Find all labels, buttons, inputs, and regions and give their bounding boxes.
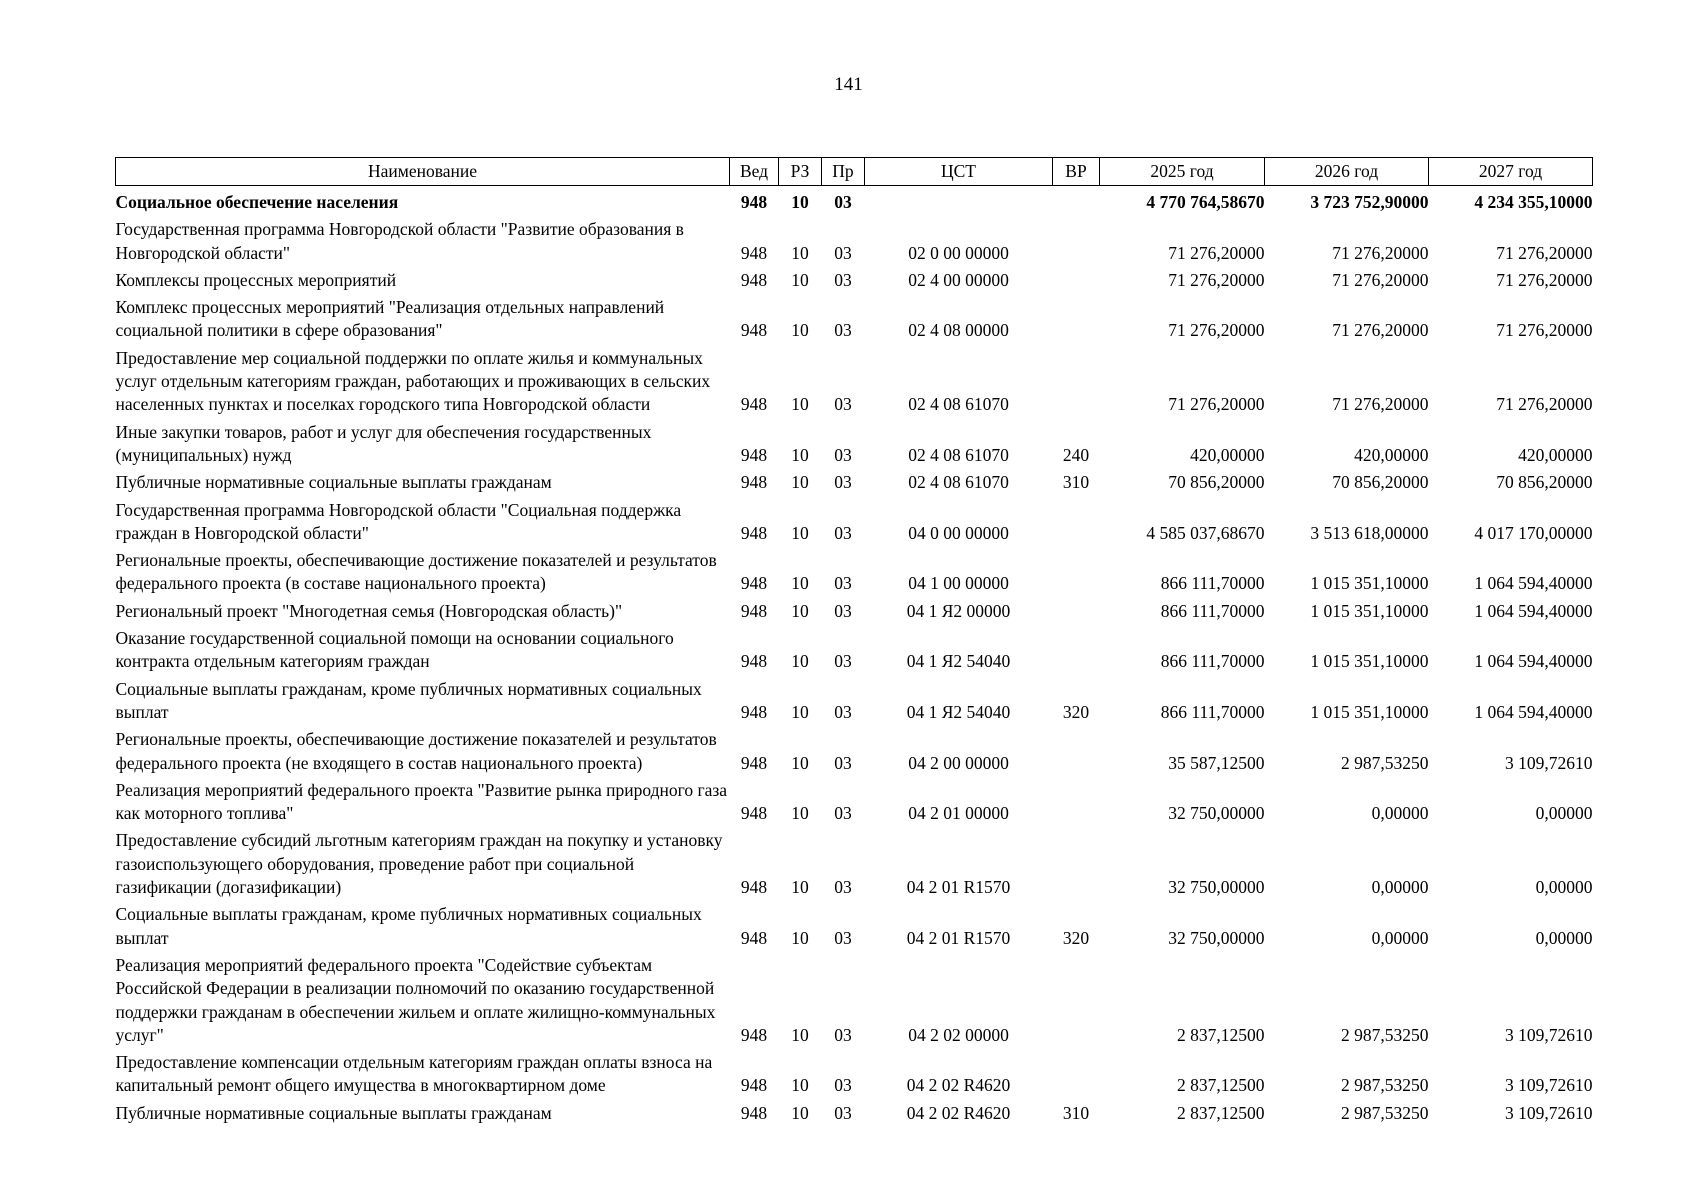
cell-2026: 1 015 351,10000: [1310, 573, 1429, 594]
cell-2027: 3 109,72610: [1505, 1102, 1593, 1123]
cell-name: Предоставление субсидий льготным категориям граждан на покупку и установку газоиспользующего оборудования, проведение работ при социальной газификации (догазификации): [115, 830, 723, 898]
cell-ved: 948: [740, 320, 768, 341]
cell-vr: [1053, 545, 1100, 596]
cell-2025: 32 750,00000: [1168, 877, 1265, 898]
cell-ved: 948: [740, 522, 768, 543]
budget-table: [115, 157, 1593, 1125]
cell-name: Публичные нормативные социальные выплаты гражданам: [115, 1102, 552, 1123]
cell-rz: 10: [791, 192, 809, 212]
table-row: [116, 1047, 1593, 1098]
table-row: [116, 775, 1593, 826]
cell-vr: 320: [1062, 701, 1090, 722]
page-number: 141: [834, 74, 863, 95]
cell-name: Комплекс процессных мероприятий "Реализация отдельных направлений социальной политики в сфере образования": [115, 297, 665, 341]
cell-cst: 02 4 08 00000: [908, 320, 1009, 341]
cell-2026: 3 513 618,00000: [1310, 522, 1429, 543]
cell-rz: 10: [791, 573, 809, 594]
cell-rz: 10: [791, 600, 809, 621]
cell-pr: 03: [834, 1075, 852, 1096]
cell-pr: 03: [834, 877, 852, 898]
table-row: [116, 899, 1593, 950]
cell-pr: 03: [834, 600, 852, 621]
cell-vr: [1053, 623, 1100, 674]
cell-2027: 1 064 594,40000: [1474, 573, 1593, 594]
cell-ved: 948: [740, 1075, 768, 1096]
header-cst: ЦСТ: [865, 158, 1053, 186]
cell-name: Предоставление мер социальной поддержки по оплате жилья и коммунальных услуг отдельным категориям граждан, работающих и проживающих в сельских населенных пунктах и поселках городского типа Новгородской области: [115, 347, 711, 415]
cell-2027: 3 109,72610: [1505, 752, 1593, 773]
cell-vr: [1053, 950, 1100, 1047]
header-ved: Вед: [730, 158, 779, 186]
table-row: [116, 343, 1593, 417]
cell-vr: 310: [1062, 472, 1090, 493]
cell-2026: 2 987,53250: [1341, 1075, 1429, 1096]
cell-ved: 948: [740, 1102, 768, 1123]
cell-cst: 04 2 02 R4620: [906, 1075, 1011, 1096]
cell-pr: 03: [834, 573, 852, 594]
cell-2026: 71 276,20000: [1332, 269, 1429, 290]
cell-cst: 04 2 02 R4620: [906, 1102, 1011, 1123]
cell-cst: 02 4 08 61070: [908, 472, 1009, 493]
cell-2027: 3 109,72610: [1505, 1024, 1593, 1045]
cell-cst: 02 0 00 00000: [908, 242, 1009, 263]
cell-2025: 866 111,70000: [1160, 600, 1265, 621]
cell-ved: 948: [740, 600, 768, 621]
header-2026: 2026 год: [1265, 158, 1429, 186]
table-row: [116, 825, 1593, 899]
cell-2026: 2 987,53250: [1341, 1102, 1429, 1123]
cell-ved: 948: [740, 573, 768, 594]
cell-ved: 948: [740, 192, 768, 212]
cell-name: Социальное обеспечение населения: [115, 192, 399, 212]
cell-cst: 04 1 Я2 54040: [906, 701, 1011, 722]
cell-2025: 2 837,12500: [1177, 1075, 1265, 1096]
cell-2025: 35 587,12500: [1168, 752, 1265, 773]
cell-2025: 71 276,20000: [1168, 242, 1265, 263]
cell-2026: 1 015 351,10000: [1310, 701, 1429, 722]
cell-vr: [1053, 775, 1100, 826]
cell-vr: 240: [1062, 444, 1090, 465]
cell-ved: 948: [740, 651, 768, 672]
cell-2027: 4 017 170,00000: [1474, 522, 1593, 543]
cell-rz: 10: [791, 877, 809, 898]
cell-2027: 1 064 594,40000: [1474, 600, 1593, 621]
cell-rz: 10: [791, 1024, 809, 1045]
cell-2025: 420,00000: [1190, 444, 1265, 465]
cell-ved: 948: [740, 394, 768, 415]
cell-2027: 71 276,20000: [1496, 242, 1593, 263]
cell-2026: 1 015 351,10000: [1310, 600, 1429, 621]
cell-pr: 03: [834, 472, 852, 493]
table-row: [116, 596, 1593, 623]
cell-pr: 03: [834, 444, 852, 465]
cell-2025: 2 837,12500: [1177, 1102, 1265, 1123]
cell-cst: 02 4 00 00000: [908, 269, 1009, 290]
cell-ved: 948: [740, 877, 768, 898]
cell-rz: 10: [791, 269, 809, 290]
cell-2026: 2 987,53250: [1341, 1024, 1429, 1045]
cell-2027: 1 064 594,40000: [1474, 651, 1593, 672]
cell-pr: 03: [834, 192, 852, 212]
table-row: [116, 214, 1593, 265]
cell-2025: 32 750,00000: [1168, 803, 1265, 824]
cell-2025: 71 276,20000: [1168, 269, 1265, 290]
cell-name: Комплексы процессных мероприятий: [115, 269, 397, 290]
cell-rz: 10: [791, 320, 809, 341]
cell-2025: 866 111,70000: [1160, 573, 1265, 594]
cell-name: Иные закупки товаров, работ и услуг для обеспечения государственных (муниципальных) нужд: [115, 421, 652, 465]
cell-2025: 4 770 764,58670: [1146, 192, 1265, 212]
cell-rz: 10: [791, 394, 809, 415]
cell-rz: 10: [791, 522, 809, 543]
cell-name: Государственная программа Новгородской области "Развитие образования в Новгородской области": [115, 219, 684, 263]
cell-cst: 02 4 08 61070: [908, 394, 1009, 415]
table-row: [116, 265, 1593, 292]
cell-2026: 71 276,20000: [1332, 320, 1429, 341]
cell-cst: [865, 186, 1053, 215]
cell-pr: 03: [834, 651, 852, 672]
cell-pr: 03: [834, 927, 852, 948]
cell-name: Региональные проекты, обеспечивающие достижение показателей и результатов федерального проекта (в составе национального проекта): [115, 550, 717, 594]
table-row: [116, 724, 1593, 775]
cell-2026: 71 276,20000: [1332, 242, 1429, 263]
cell-name: Оказание государственной социальной помощи на основании социального контракта отдельным категориям граждан: [115, 628, 674, 672]
table-row: [116, 186, 1593, 215]
cell-2027: 4 234 355,10000: [1474, 192, 1593, 212]
header-2025: 2025 год: [1100, 158, 1265, 186]
cell-pr: 03: [834, 320, 852, 341]
cell-2026: 3 723 752,90000: [1310, 192, 1429, 212]
cell-2026: 420,00000: [1354, 444, 1429, 465]
cell-pr: 03: [834, 242, 852, 263]
cell-pr: 03: [834, 522, 852, 543]
cell-2027: 71 276,20000: [1496, 269, 1593, 290]
cell-vr: [1053, 186, 1100, 215]
cell-2027: 1 064 594,40000: [1474, 701, 1593, 722]
cell-ved: 948: [740, 752, 768, 773]
cell-vr: 320: [1062, 927, 1090, 948]
cell-name: Региональный проект "Многодетная семья (Новгородская область)": [115, 600, 623, 621]
cell-2027: 3 109,72610: [1505, 1075, 1593, 1096]
cell-ved: 948: [740, 1024, 768, 1045]
cell-2026: 70 856,20000: [1332, 472, 1429, 493]
cell-vr: 310: [1062, 1102, 1090, 1123]
cell-pr: 03: [834, 803, 852, 824]
cell-rz: 10: [791, 651, 809, 672]
header-rz: РЗ: [779, 158, 822, 186]
cell-2027: 420,00000: [1518, 444, 1593, 465]
cell-name: Социальные выплаты гражданам, кроме публичных нормативных социальных выплат: [115, 904, 702, 948]
cell-2026: 1 015 351,10000: [1310, 651, 1429, 672]
cell-2027: 71 276,20000: [1496, 394, 1593, 415]
cell-pr: 03: [834, 701, 852, 722]
cell-vr: [1053, 825, 1100, 899]
header-2027: 2027 год: [1429, 158, 1593, 186]
cell-pr: 03: [834, 1024, 852, 1045]
cell-pr: 03: [834, 752, 852, 773]
cell-ved: 948: [740, 927, 768, 948]
table-row: [116, 417, 1593, 468]
cell-rz: 10: [791, 444, 809, 465]
cell-2025: 32 750,00000: [1168, 927, 1265, 948]
cell-vr: [1053, 343, 1100, 417]
table-row: [116, 674, 1593, 725]
cell-2027: 0,00000: [1535, 877, 1593, 898]
table-row: [116, 545, 1593, 596]
cell-pr: 03: [834, 269, 852, 290]
cell-ved: 948: [740, 701, 768, 722]
cell-2025: 70 856,20000: [1168, 472, 1265, 493]
header-pr: Пр: [822, 158, 865, 186]
cell-pr: 03: [834, 394, 852, 415]
cell-2027: 70 856,20000: [1496, 472, 1593, 493]
header-vr: ВР: [1053, 158, 1100, 186]
table-row: [116, 1098, 1593, 1125]
cell-name: Публичные нормативные социальные выплаты гражданам: [115, 472, 552, 493]
cell-rz: 10: [791, 752, 809, 773]
cell-2026: 0,00000: [1371, 803, 1429, 824]
cell-2025: 71 276,20000: [1168, 320, 1265, 341]
table-row: [116, 467, 1593, 494]
cell-2025: 71 276,20000: [1168, 394, 1265, 415]
cell-rz: 10: [791, 1075, 809, 1096]
cell-rz: 10: [791, 1102, 809, 1123]
cell-rz: 10: [791, 242, 809, 263]
cell-cst: 04 0 00 00000: [908, 522, 1009, 543]
cell-ved: 948: [740, 444, 768, 465]
cell-vr: [1053, 1047, 1100, 1098]
cell-cst: 04 2 02 00000: [908, 1024, 1009, 1045]
cell-rz: 10: [791, 803, 809, 824]
cell-2025: 866 111,70000: [1160, 701, 1265, 722]
cell-2026: 2 987,53250: [1341, 752, 1429, 773]
cell-cst: 02 4 08 61070: [908, 444, 1009, 465]
cell-rz: 10: [791, 472, 809, 493]
cell-name: Государственная программа Новгородской области "Социальная поддержка граждан в Новгородской области": [115, 499, 682, 543]
cell-cst: 04 2 01 00000: [908, 803, 1009, 824]
table-row: [116, 495, 1593, 546]
cell-rz: 10: [791, 927, 809, 948]
cell-ved: 948: [740, 269, 768, 290]
cell-2025: 866 111,70000: [1160, 651, 1265, 672]
header-name: Наименование: [116, 158, 730, 186]
cell-name: Региональные проекты, обеспечивающие достижение показателей и результатов федерального проекта (не входящего в состав национального проекта): [115, 729, 717, 773]
cell-2026: 0,00000: [1371, 877, 1429, 898]
cell-cst: 04 1 Я2 00000: [906, 600, 1011, 621]
table-row: [116, 292, 1593, 343]
cell-cst: 04 2 01 R1570: [906, 927, 1011, 948]
cell-vr: [1053, 265, 1100, 292]
cell-2025: 2 837,12500: [1177, 1024, 1265, 1045]
cell-2027: 0,00000: [1535, 803, 1593, 824]
table-row: [116, 950, 1593, 1047]
cell-vr: [1053, 495, 1100, 546]
cell-ved: 948: [740, 803, 768, 824]
cell-cst: 04 1 Я2 54040: [906, 651, 1011, 672]
cell-vr: [1053, 596, 1100, 623]
cell-ved: 948: [740, 472, 768, 493]
cell-vr: [1053, 292, 1100, 343]
cell-cst: 04 1 00 00000: [908, 573, 1009, 594]
cell-name: Предоставление компенсации отдельным категориям граждан оплаты взноса на капитальный ремонт общего имущества в многоквартирном доме: [115, 1052, 713, 1096]
cell-2025: 4 585 037,68670: [1146, 522, 1265, 543]
cell-rz: 10: [791, 701, 809, 722]
cell-vr: [1053, 724, 1100, 775]
cell-name: Реализация мероприятий федерального проекта "Содействие субъектам Российской Федерации в реализации полномочий по оказанию государственной поддержки гражданам в обеспечении жильем и оплате жилищно-коммунальных услуг": [115, 954, 716, 1045]
cell-2027: 0,00000: [1535, 927, 1593, 948]
cell-cst: 04 2 00 00000: [908, 752, 1009, 773]
cell-2026: 0,00000: [1371, 927, 1429, 948]
cell-pr: 03: [834, 1102, 852, 1123]
cell-2026: 71 276,20000: [1332, 394, 1429, 415]
cell-name: Реализация мероприятий федерального проекта "Развитие рынка природного газа как моторного топлива": [115, 779, 728, 824]
table-row: [116, 623, 1593, 674]
cell-name: Социальные выплаты гражданам, кроме публичных нормативных социальных выплат: [115, 678, 702, 722]
cell-ved: 948: [740, 242, 768, 263]
table-header-row: [116, 158, 1593, 186]
cell-vr: [1053, 214, 1100, 265]
cell-cst: 04 2 01 R1570: [906, 877, 1011, 898]
cell-2027: 71 276,20000: [1496, 320, 1593, 341]
